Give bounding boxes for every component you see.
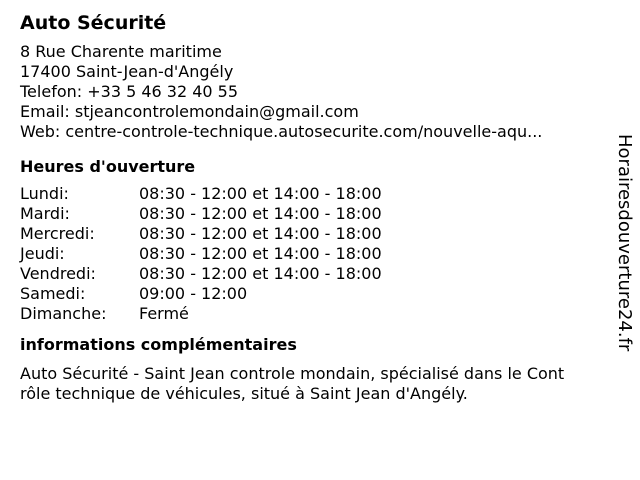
hours-row-friday — [20, 264, 610, 284]
hours-value: 08:30 - 12:00 et 14:00 - 18:00 — [139, 224, 382, 243]
hours-value: Fermé — [139, 304, 189, 323]
hours-day-label: Vendredi: — [20, 264, 96, 283]
hours-value: 09:00 - 12:00 — [139, 284, 248, 303]
hours-value: 08:30 - 12:00 et 14:00 - 18:00 — [139, 244, 382, 263]
web-line[interactable]: Web: centre-controle-technique.autosecurite.com/nouvelle-aqu... — [20, 122, 543, 141]
hours-value: 08:30 - 12:00 et 14:00 - 18:00 — [139, 204, 382, 223]
hours-day-label: Samedi: — [20, 284, 86, 303]
business-name: Auto Sécurité — [20, 12, 167, 34]
brand-watermark-text: Horairesdouverture24.fr — [614, 134, 635, 352]
extra-info-heading: informations complémentaires — [20, 335, 297, 354]
hours-value: 08:30 - 12:00 et 14:00 - 18:00 — [139, 264, 382, 283]
hours-day-label: Lundi: — [20, 184, 69, 203]
hours-day-label: Mardi: — [20, 204, 70, 223]
hours-row-monday — [20, 184, 610, 204]
address-line-street: 8 Rue Charente maritime — [20, 42, 222, 61]
extra-info-line: Auto Sécurité - Saint Jean controle mondain, spécialisé dans le Cont — [20, 364, 565, 383]
hours-row-wednesday — [20, 224, 610, 244]
brand-watermark — [612, 134, 636, 370]
extra-info-text — [20, 364, 620, 404]
hours-heading: Heures d'ouverture — [20, 157, 196, 176]
hours-row-sunday — [20, 304, 610, 324]
email-line[interactable]: Email: stjeancontrolemondain@gmail.com — [20, 102, 359, 121]
hours-row-thursday — [20, 244, 610, 264]
hours-row-saturday — [20, 284, 610, 304]
business-card — [20, 10, 610, 404]
phone-line[interactable]: Telefon: +33 5 46 32 40 55 — [20, 82, 239, 101]
hours-day-label: Jeudi: — [20, 244, 65, 263]
hours-day-label: Mercredi: — [20, 224, 95, 243]
hours-value: 08:30 - 12:00 et 14:00 - 18:00 — [139, 184, 382, 203]
hours-day-label: Dimanche: — [20, 304, 107, 323]
address-line-city: 17400 Saint-Jean-d'Angély — [20, 62, 234, 81]
hours-row-tuesday — [20, 204, 610, 224]
extra-info-line: rôle technique de véhicules, situé à Saint Jean d'Angély. — [20, 384, 468, 403]
